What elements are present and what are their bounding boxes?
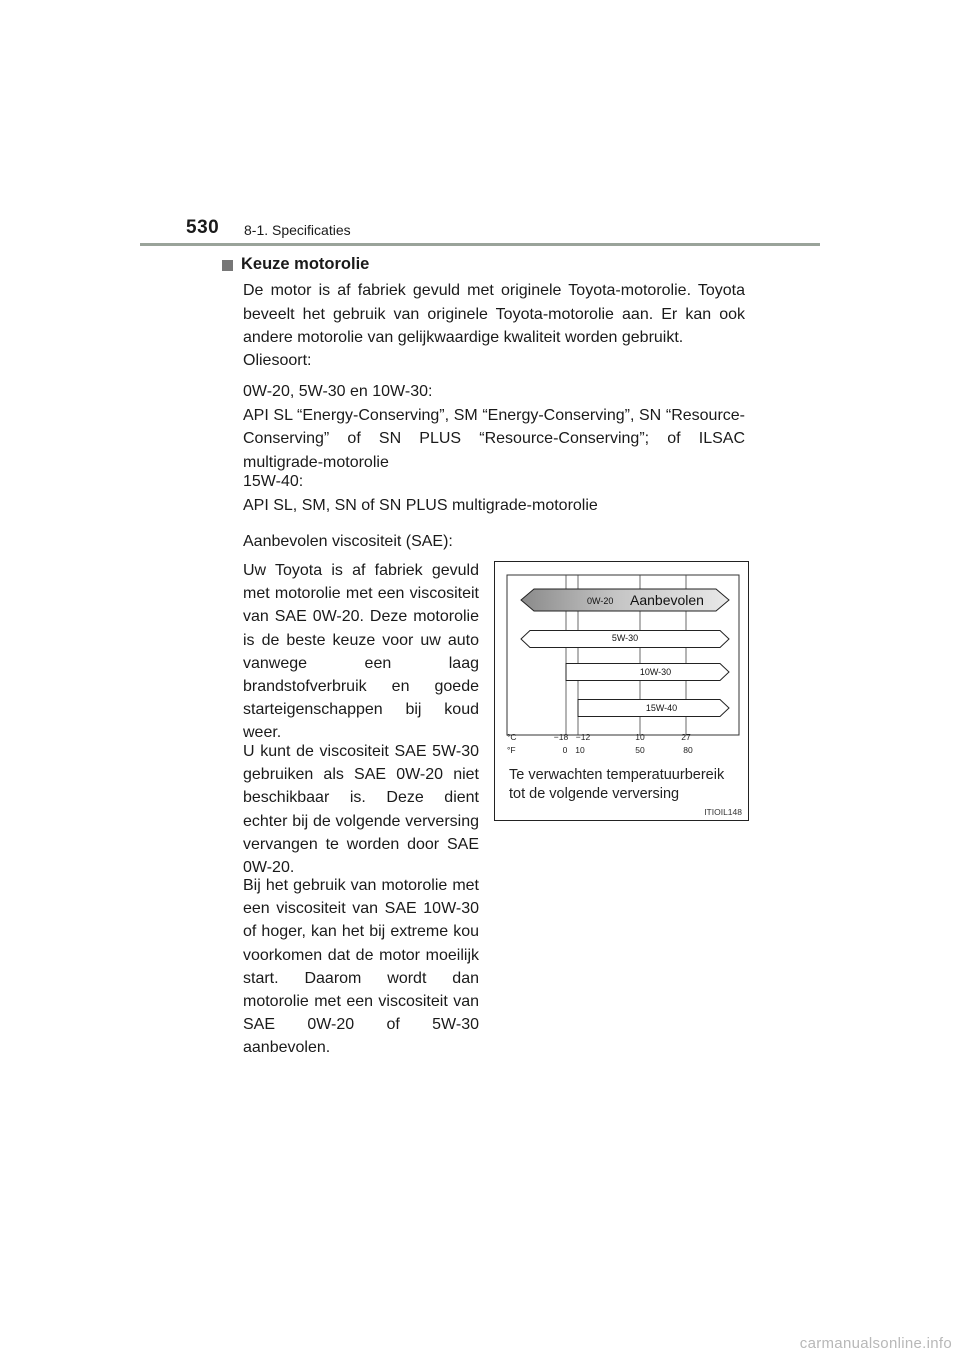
paragraph-3-block [243,740,479,879]
header-divider [140,243,820,246]
oil-group-2-spec: API SL, SM, SN of SN PLUS multigrade-motorolie [243,496,598,514]
intro-block [243,279,745,350]
axis-unit-celsius: °C [507,732,517,742]
viscosity-label: Aanbevolen viscositeit (SAE): [243,533,453,550]
oil-group-2-grades: 15W-40: [243,473,304,490]
heading-title: Keuze motorolie [241,255,370,273]
recommended-tag: Aanbevolen [630,592,704,608]
chart-caption: Te verwachten temperatuurbereik tot de volgende verversing [509,767,725,802]
oil-group-1-grades: 0W-20, 5W-30 en 10W-30: [243,383,433,400]
celsius-tick-3: 27 [681,732,691,742]
viscosity-chart-figure [494,561,749,821]
celsius-tick-2: 10 [635,732,645,742]
paragraph-2-block [243,559,479,745]
heading-square-icon [222,260,233,271]
axis-unit-fahrenheit: °F [507,745,516,755]
oil-group-2 [243,470,745,517]
watermark: carmanualsonline.info [799,1335,952,1352]
bar-label-15w-40: 15W-40 [645,703,678,713]
fahrenheit-tick-0: 0 [562,745,568,755]
celsius-tick-1: −12 [575,732,591,742]
paragraph-4: Bij het gebruik van motorolie met een viscositeit van SAE 10W-30 of hoger, kan het bij extreme kou voorkomen dat de motor moeilijk start. Daarom wordt dan motorolie met een viscositeit van SAE 0W-20 of 5W-30 aanbevolen. [243,877,479,1057]
oil-group-1-spec: API SL “Energy-Conserving”, SM “Energy-Conserving”, SN “Resource-Conserving” of SN PLUS “Resource-Conserving”; of ILSAC multigrade-motorolie [243,406,745,471]
section-title: 8-1. Specificaties [244,222,351,238]
figure-id: ITIOIL148 [704,807,742,817]
bar-label-0w-20: 0W-20 [587,596,614,606]
paragraph-4-block [243,874,479,1060]
fahrenheit-tick-1: 10 [575,745,585,755]
fahrenheit-tick-3: 80 [683,745,693,755]
intro-paragraph: De motor is af fabriek gevuld met originele Toyota-motorolie. Toyota beveelt het gebruik van originele Toyota-motorolie aan. Er kan ook andere motorolie van gelijkwaardige kwaliteit worden gebruikt. [243,282,745,346]
fahrenheit-tick-2: 50 [635,745,645,755]
celsius-tick-0: −18 [553,732,569,742]
section-heading [222,255,369,274]
paragraph-3: U kunt de viscositeit SAE 5W-30 gebruiken als SAE 0W-20 niet beschikbaar is. Deze dient echter bij de volgende verversing vervangen te worden door SAE 0W-20. [243,743,479,877]
bar-label-5w-30: 5W-30 [611,633,639,643]
paragraph-2: Uw Toyota is af fabriek gevuld met motorolie met een viscositeit van SAE 0W-20. Deze motorolie is de beste keuze voor uw auto vanwege een laag brandstofverbruik en goede starteigenschappen bij koud weer. [243,562,479,742]
oil-group-1 [243,380,745,474]
page-number: 530 [186,217,220,238]
oil-type-label: Oliesoort: [243,352,312,369]
bar-label-10w-30: 10W-30 [639,667,672,677]
